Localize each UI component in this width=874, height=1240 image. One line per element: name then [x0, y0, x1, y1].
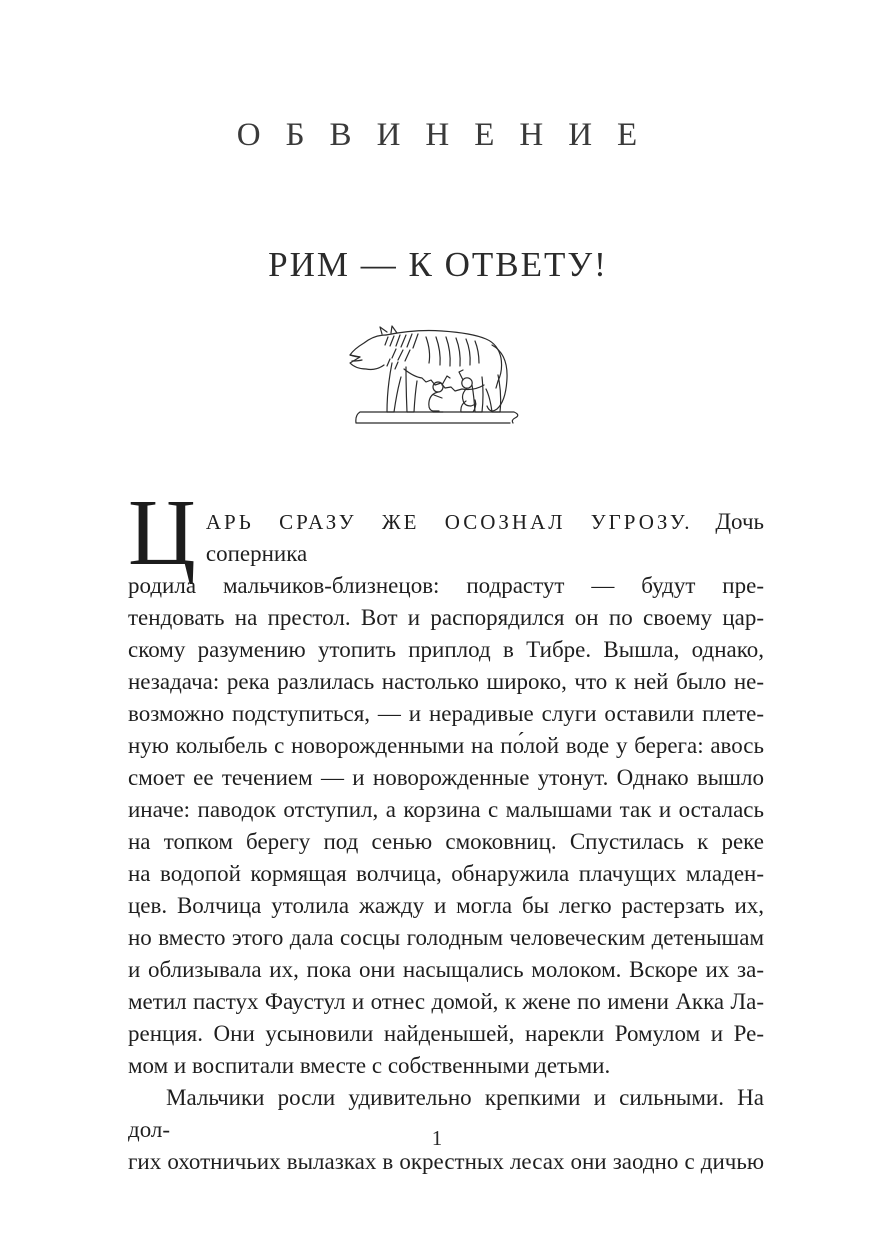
text-line: и облизывала их, пока они насыщались молоком. Вскоре их за- — [128, 957, 764, 982]
text-line: тендовать на престол. Вот и распорядился он по своему цар- — [128, 605, 764, 630]
text-line: родила мальчиков-близнецов: подрастут — будут пре- — [128, 573, 764, 598]
text-line: мом и воспитали вместе с собственными детьми. — [128, 1053, 611, 1078]
text-line: ренция. Они усыновили найденышей, нарекли Ромулом и Ре- — [128, 1021, 764, 1046]
body-text — [128, 481, 764, 1178]
text-line: на топком берегу под сенью смоковниц. Спустилась к реке — [128, 829, 764, 854]
text-line: смоет ее течением — и новорожденные утонут. Однако вышло — [128, 765, 764, 790]
drop-cap: Ц — [128, 481, 196, 585]
text-line: возможно подступиться, — и нерадивые слуги оставили плете- — [128, 701, 764, 726]
text-line: метил пастух Фаустул и отнес домой, к жене по имени Акка Ла- — [128, 989, 764, 1014]
text-line: Мальчики росли удивительно крепкими и сильными. На дол- — [128, 1085, 764, 1142]
text-line: на водопой кормящая волчица, обнаружила плачущих младен- — [128, 861, 764, 886]
lead-capitals: АРЬ СРАЗУ ЖЕ ОСОЗНАЛ УГРОЗУ. — [205, 510, 693, 534]
text-line: ную колыбель с новорожденными на по́лой воде у берега: авось — [128, 733, 764, 758]
text-line: скому разумению утопить приплод в Тибре. Вышла, однако, — [128, 637, 764, 662]
text-line: незадача: река разлилась настолько широко, что к ней было не- — [128, 669, 764, 694]
chapter-title: РИМ — К ОТВЕТУ! — [268, 245, 608, 284]
text-line — [128, 506, 764, 570]
text-line: но вместо этого дала сосцы голодным человеческим детенышам — [128, 925, 764, 950]
capitoline-wolf-illustration — [0, 325, 874, 427]
running-head: ОБВИНЕНИЕ — [236, 117, 663, 153]
text-line: цев. Волчица утолила жажду и могла бы легко растерзать их, — [128, 893, 764, 918]
page-number: 1 — [431, 1126, 443, 1150]
capitoline-wolf-icon — [346, 325, 528, 427]
text-line: иначе: паводок отступил, а корзина с малышами так и осталась — [128, 797, 764, 822]
text-line: гих охотничьих вылазках в окрестных лесах они заодно с дичью — [128, 1149, 764, 1174]
paragraph-1 — [128, 481, 764, 1082]
text-run: Дочь соперника — [205, 509, 764, 566]
